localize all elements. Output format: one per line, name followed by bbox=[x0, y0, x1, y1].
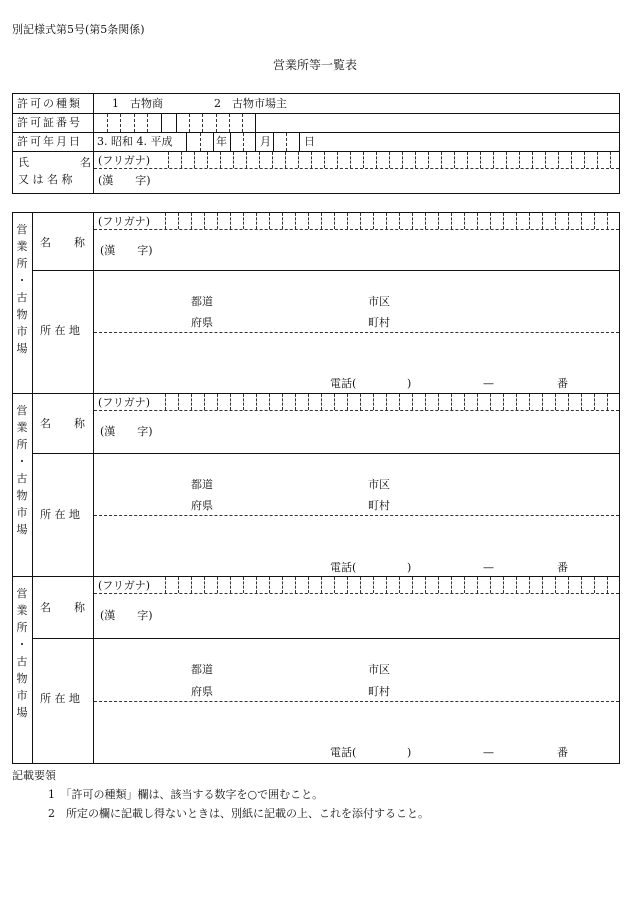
location-label: 所 在 地 bbox=[40, 692, 80, 705]
city-bottom: 町村 bbox=[368, 499, 390, 512]
office-name-label-a: 名 bbox=[40, 236, 51, 249]
note-2: 2 所定の欄に記載し得ないときは、別紙に記載の上、これを添付すること。 bbox=[48, 807, 429, 820]
city-top: 市区 bbox=[368, 663, 390, 676]
city-bottom: 町村 bbox=[368, 685, 390, 698]
notes-title: 記載要領 bbox=[12, 769, 56, 782]
note-1: 1 「許可の種類」欄は、該当する数字を○で囲むこと。 bbox=[48, 788, 324, 801]
permit-type-label: 許可の種類 bbox=[17, 97, 82, 110]
phone-close: ) bbox=[407, 377, 412, 390]
month-label: 月 bbox=[260, 135, 271, 148]
office-furigana-label: (フリガナ) bbox=[98, 215, 151, 228]
office-name-label-b: 称 bbox=[74, 601, 85, 614]
office-section-label: 営 業 所 ・ 古 物 市 場 bbox=[16, 587, 28, 720]
phone-ban: 番 bbox=[557, 377, 568, 390]
office-kanji-label: (漢 字) bbox=[100, 244, 153, 257]
phone-label: 電話( bbox=[330, 746, 357, 759]
office-furigana-label: (フリガナ) bbox=[98, 396, 151, 409]
permit-type-option-2[interactable]: 2 古物市場主 bbox=[214, 97, 287, 110]
phone-dash: — bbox=[483, 377, 494, 390]
pref-top: 都道 bbox=[191, 478, 213, 491]
page-title: 営業所等一覧表 bbox=[272, 58, 357, 72]
city-top: 市区 bbox=[368, 478, 390, 491]
office-section-label: 営 業 所 ・ 古 物 市 場 bbox=[16, 223, 28, 356]
location-label: 所 在 地 bbox=[40, 324, 80, 337]
office-name-label-b: 称 bbox=[74, 236, 85, 249]
name-label-a: 氏 bbox=[18, 156, 29, 169]
office-kanji-label: (漢 字) bbox=[100, 609, 153, 622]
kanji-label: (漢 字) bbox=[98, 174, 151, 187]
phone-ban: 番 bbox=[557, 746, 568, 759]
permit-type-option-1[interactable]: 1 古物商 bbox=[112, 97, 163, 110]
phone-close: ) bbox=[407, 561, 412, 574]
location-label: 所 在 地 bbox=[40, 508, 80, 521]
era-options[interactable]: 3. 昭和 4. 平成 bbox=[97, 135, 173, 148]
office-table bbox=[12, 212, 620, 764]
year-label: 年 bbox=[216, 135, 227, 148]
pref-top: 都道 bbox=[191, 663, 213, 676]
permit-date-label: 許可年月日 bbox=[17, 135, 82, 148]
name-label-2: 又 は 名 称 bbox=[18, 173, 73, 186]
city-top: 市区 bbox=[368, 295, 390, 308]
phone-label: 電話( bbox=[330, 377, 357, 390]
phone-ban: 番 bbox=[557, 561, 568, 574]
pref-bottom: 府県 bbox=[191, 499, 213, 512]
phone-close: ) bbox=[407, 746, 412, 759]
office-name-label-a: 名 bbox=[40, 601, 51, 614]
phone-dash: — bbox=[483, 746, 494, 759]
form-number: 別記様式第5号(第5条関係) bbox=[12, 23, 145, 36]
city-bottom: 町村 bbox=[368, 316, 390, 329]
office-name-label-a: 名 bbox=[40, 417, 51, 430]
office-kanji-label: (漢 字) bbox=[100, 425, 153, 438]
office-furigana-label: (フリガナ) bbox=[98, 579, 151, 592]
day-label: 日 bbox=[304, 135, 315, 148]
name-label-b: 名 bbox=[80, 156, 91, 169]
office-name-label-b: 称 bbox=[74, 417, 85, 430]
furigana-label: (フリガナ) bbox=[98, 154, 151, 167]
pref-bottom: 府県 bbox=[191, 316, 213, 329]
permit-number-label: 許可証番号 bbox=[17, 116, 82, 129]
phone-label: 電話( bbox=[330, 561, 357, 574]
pref-bottom: 府県 bbox=[191, 685, 213, 698]
office-section-label: 営 業 所 ・ 古 物 市 場 bbox=[16, 404, 28, 537]
pref-top: 都道 bbox=[191, 295, 213, 308]
phone-dash: — bbox=[483, 561, 494, 574]
